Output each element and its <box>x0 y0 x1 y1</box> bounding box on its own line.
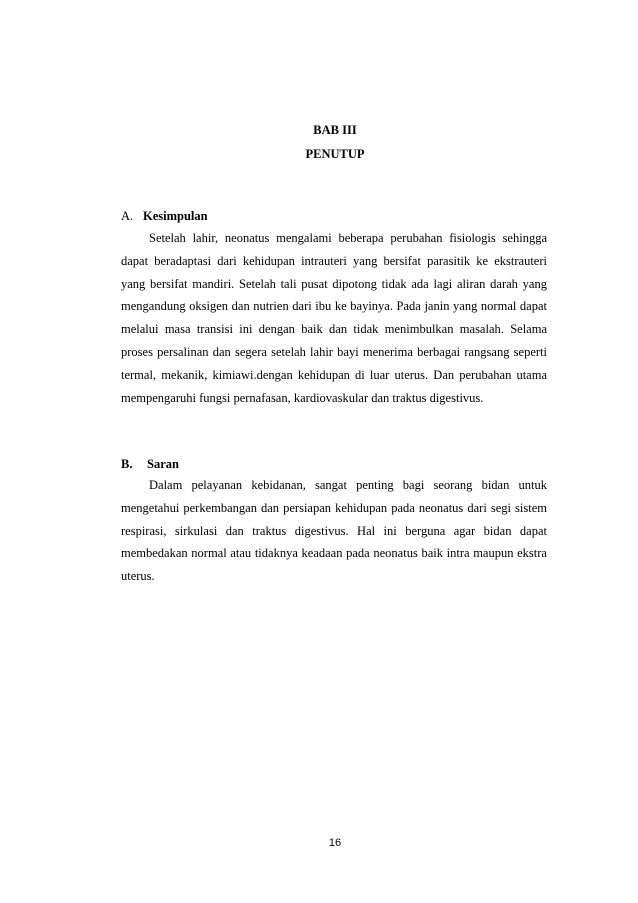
paragraph-saran: Dalam pelayanan kebidanan, sangat penting bagi seorang bidan untuk mengetahui perkembangan dan persiapan kehidupan pada neonatus dari segi sistem respirasi, sirkulasi dan traktus digestivus. Hal ini berguna agar bidan dapat membedakan normal atau tidaknya keadaan pada neonatus baik intra maupun ekstra uterus. <box>121 478 547 584</box>
page-number: 16 <box>328 837 342 849</box>
paragraph-kesimpulan: Setelah lahir, neonatus mengalami beberapa perubahan fisiologis sehingga dapat beradaptasi dari kehidupan intrauteri yang bersifat parasitik ke ekstrauteri yang bersifat mandiri. Setelah tali pusat dipotong tidak ada lagi aliran darah yang mengandung oksigen dan nutrien dari ibu ke bayinya. Pada janin yang normal dapat melalui masa transisi ini dengan baik dan tidak menimbulkan masalah. Selama proses persalinan dan segera setelah lahir bayi menerima berbagai rangsang seperti termal, mekanik, kimiawi.dengan kehidupan di luar uterus. Dan perubahan utama mempengaruhi fungsi pernafasan, kardiovaskular dan traktus digestivus. <box>121 231 547 405</box>
section-letter: B. <box>121 457 133 471</box>
section-title: Kesimpulan <box>143 209 208 223</box>
chapter-title: PENUTUP <box>305 147 365 161</box>
section-letter: A. <box>121 209 134 223</box>
chapter-label: BAB III <box>313 123 357 137</box>
section-heading-kesimpulan <box>121 208 208 224</box>
section-heading-saran <box>121 456 179 472</box>
section-title: Saran <box>147 457 179 471</box>
